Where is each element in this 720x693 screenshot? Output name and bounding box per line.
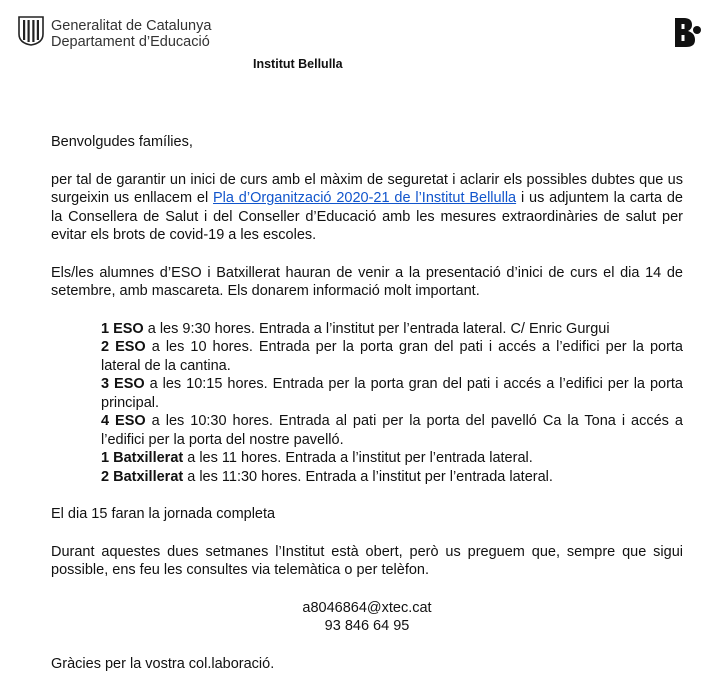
generalitat-text (51, 18, 211, 50)
schedule-item (101, 449, 683, 468)
schedule-item (101, 468, 683, 487)
schedule-group: 2 Batxillerat (101, 468, 184, 485)
closing: Gràcies per la vostra col.laboració. (51, 655, 275, 672)
generalitat-line2: Departament d’Educació (51, 34, 210, 50)
contact-phone: 93 846 64 95 (324, 618, 410, 634)
organization-plan-link[interactable]: Pla d’Organització 2020-21 de l’Institut Bellulla (213, 190, 517, 206)
letter-body (51, 133, 683, 673)
generalitat-logo (18, 16, 44, 46)
schedule-text: a les 10:15 hores. Entrada per la porta gran del pati i accés a l’edifici per la porta principal. (101, 376, 683, 411)
schedule-text: a les 10:30 hores. Entrada al pati per la porta del pavelló Ca la Tona i accés a l’edifici per la porta del nostre pavelló. (101, 413, 683, 448)
schedule-item (101, 412, 683, 449)
schedule-item (101, 338, 683, 375)
schedule-group: 2 ESO (101, 339, 146, 355)
schedule-item (101, 375, 683, 412)
schedule-text: a les 10 hores. Entrada per la porta gran del pati i accés a l’edifici per la porta lateral de la cantina. (101, 339, 683, 374)
school-logo (672, 16, 702, 48)
schedule-group: 1 Batxillerat (101, 450, 184, 466)
generalitat-line1: Generalitat de Catalunya (51, 18, 212, 34)
letterhead (18, 16, 702, 56)
schedule-text: a les 11 hores. Entrada a l’institut per l’entrada lateral. (183, 450, 533, 466)
schedule-text: a les 9:30 hores. Entrada a l’institut per l’entrada lateral. C/ Enric Gurgui (143, 320, 610, 337)
schedule-group: 3 ESO (101, 376, 145, 392)
schedule-text: a les 11:30 hores. Entrada a l’institut per l’entrada lateral. (183, 468, 553, 485)
schedule-list (101, 320, 683, 487)
schedule-item (101, 320, 683, 339)
intro-text-after: i us adjuntem la carta de la Consellera de Salut i del Conseller d’Educació amb les mesures extraordinàries de salut per evitar els brots de covid-19 a les escoles. (51, 190, 683, 243)
school-name: Institut Bellulla (253, 57, 343, 71)
contact-email[interactable]: a8046864@xtec.cat (302, 599, 432, 616)
paragraph-contact-request: Durant aquestes dues setmanes l’Institut està obert, però us preguem que, sempre que sigui possible, ens feu les consultes via telemàtica o per telèfon. (51, 543, 683, 578)
paragraph-intro (51, 171, 683, 245)
schedule-group: 4 ESO (101, 413, 146, 429)
schedule-group: 1 ESO (101, 320, 144, 337)
intro-text-before: per tal de garantir un inici de curs amb el màxim de seguretat i aclarir els possibles dubtes que us surgeixin us enllacem el (51, 171, 683, 206)
greeting: Benvolgudes famílies, (51, 134, 193, 150)
paragraph-presentation: Els/les alumnes d’ESO i Batxillerat hauran de venir a la presentació d’inici de curs el dia 14 de setembre, amb mascareta. Els donarem informació molt important. (51, 264, 683, 299)
paragraph-full-day: El dia 15 faran la jornada completa (51, 506, 276, 522)
